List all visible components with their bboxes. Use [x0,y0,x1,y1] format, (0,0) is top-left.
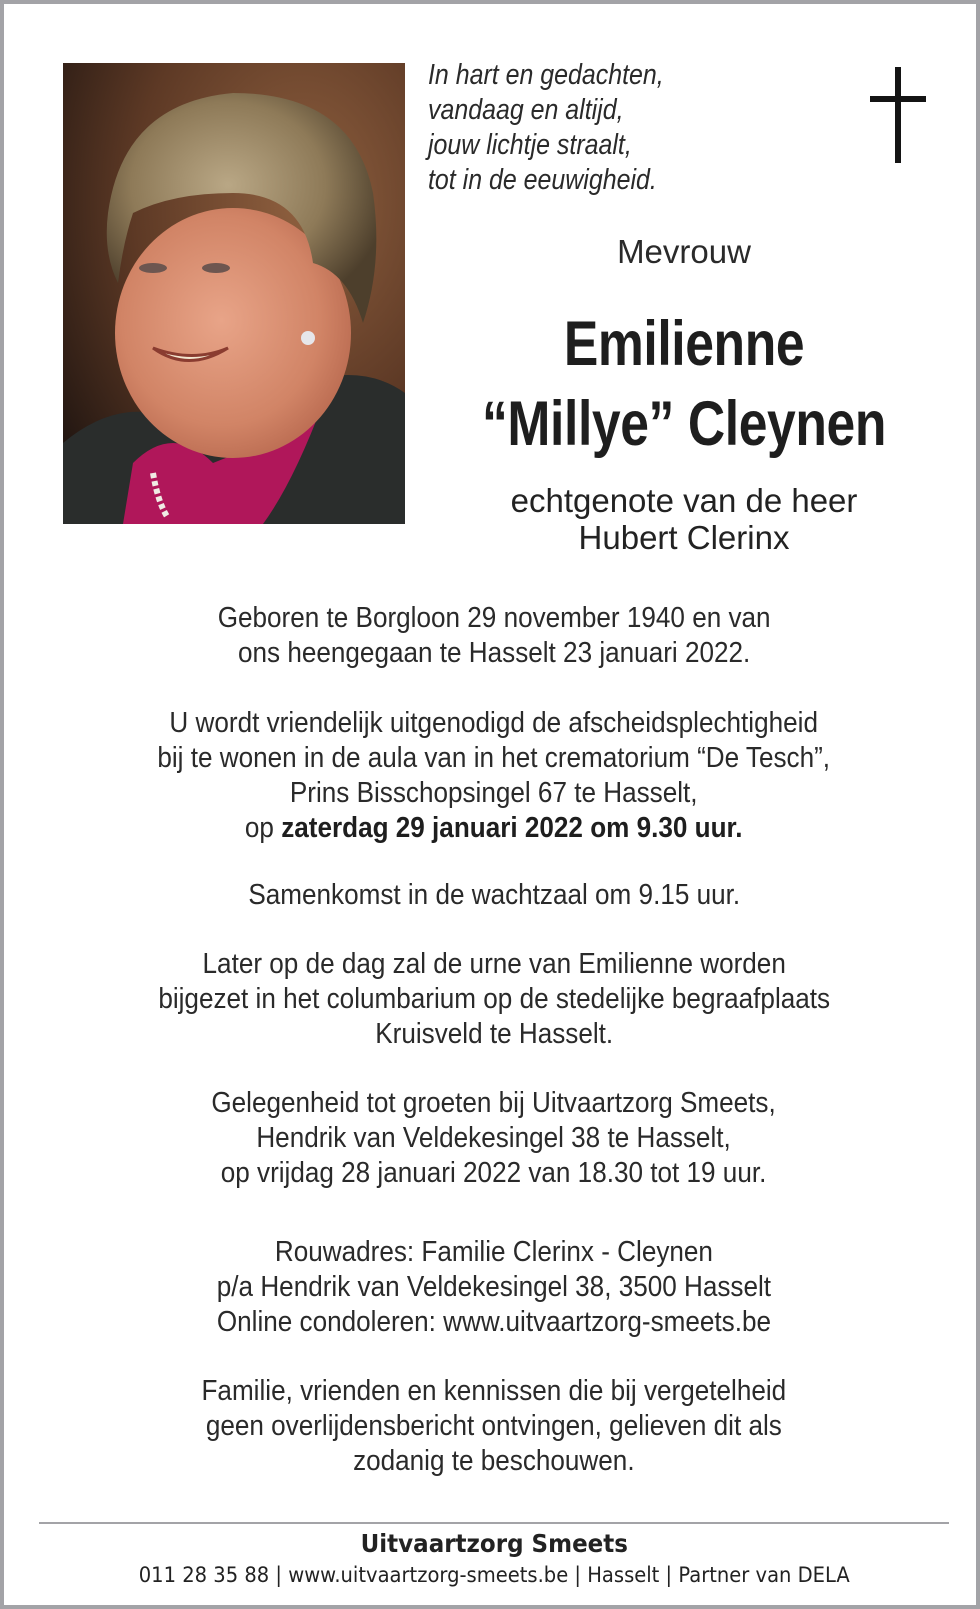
text-line: Later op de dag zal de urne van Emilienne worden [202,948,786,980]
deceased-name [471,304,897,464]
text-line: ons heengegaan te Hasselt 23 januari 2022. [237,637,751,669]
gathering-section [4,878,980,913]
birth-death-section [4,601,980,671]
text-line: bij te wonen in de aula van in het crematorium “De Tesch”, [157,742,831,774]
partner: Partner van DELA [678,1563,850,1587]
spouse-info [424,482,944,556]
poem-line: jouw lichtje straalt, [428,129,632,161]
text-line: op vrijdag 28 januari 2022 van 18.30 tot 19 uur. [221,1157,767,1189]
text-line: U wordt vriendelijk uitgenodigd de afscheidsplechtigheid [169,707,819,739]
visitation-section [4,1086,980,1191]
ceremony-date-line [158,811,831,846]
text-line: Samenkomst in de wachtzaal om 9.15 uur. [248,879,740,911]
urn-section [4,947,980,1052]
ceremony-date: zaterdag 29 januari 2022 om 9.30 uur. [281,812,743,844]
text-line: p/a Hendrik van Veldekesingel 38, 3500 Hasselt [216,1271,772,1303]
notice-section [4,1374,980,1479]
text-line: Gelegenheid tot groeten bij Uitvaartzorg Smeets, [211,1087,777,1119]
text-line: geen overlijdensbericht ontvingen, gelieven dit als [205,1410,783,1442]
portrait-image [63,63,405,524]
text-line: Kruisveld te Hasselt. [375,1018,613,1050]
funeral-home-name: Uitvaartzorg Smeets [360,1529,628,1558]
poem-line: vandaag en altijd, [428,94,624,126]
deceased-first-name: Emilienne [563,309,805,379]
cross-horizontal-bar [870,96,926,102]
spouse-name: Hubert Clerinx [578,519,790,556]
separator: | [659,1563,679,1587]
spouse-relation: echtgenote van de heer [510,482,858,519]
text-line: zodanig te beschouwen. [353,1445,635,1477]
text-line: Hendrik van Veldekesingel 38 te Hasselt, [256,1122,732,1154]
deceased-nickname-surname: “Millye” Cleynen [482,389,886,459]
footer-divider [39,1522,949,1524]
condolence-link[interactable]: Online condoleren: www.uitvaartzorg-smeets.be [216,1306,772,1338]
separator: | [268,1563,288,1587]
text-line: Rouwadres: Familie Clerinx - Cleynen [274,1236,714,1268]
ceremony-section [4,706,980,846]
funeral-home-contact [4,1560,980,1590]
date-prefix: op [245,812,282,844]
text-line: Familie, vrienden en kennissen die bij vergetelheid [201,1375,787,1407]
separator: | [567,1563,587,1587]
address-section [4,1235,980,1340]
portrait-photo [63,63,405,524]
phone-number: 011 28 35 88 [138,1563,269,1587]
text-line: bijgezet in het columbarium op de stedelijke begraafplaats [158,983,830,1015]
poem-line: In hart en gedachten, [428,59,664,91]
poem [428,58,755,198]
cross-vertical-bar [895,67,901,163]
website-link[interactable]: www.uitvaartzorg-smeets.be [287,1563,568,1587]
poem-line: tot in de eeuwigheid. [428,164,657,196]
text-line: Geboren te Borgloon 29 november 1940 en van [217,602,771,634]
text-line: Prins Bisschopsingel 67 te Hasselt, [290,777,698,809]
honorific: Mevrouw [617,233,751,270]
cross-icon [870,67,926,163]
city: Hasselt [587,1563,660,1587]
